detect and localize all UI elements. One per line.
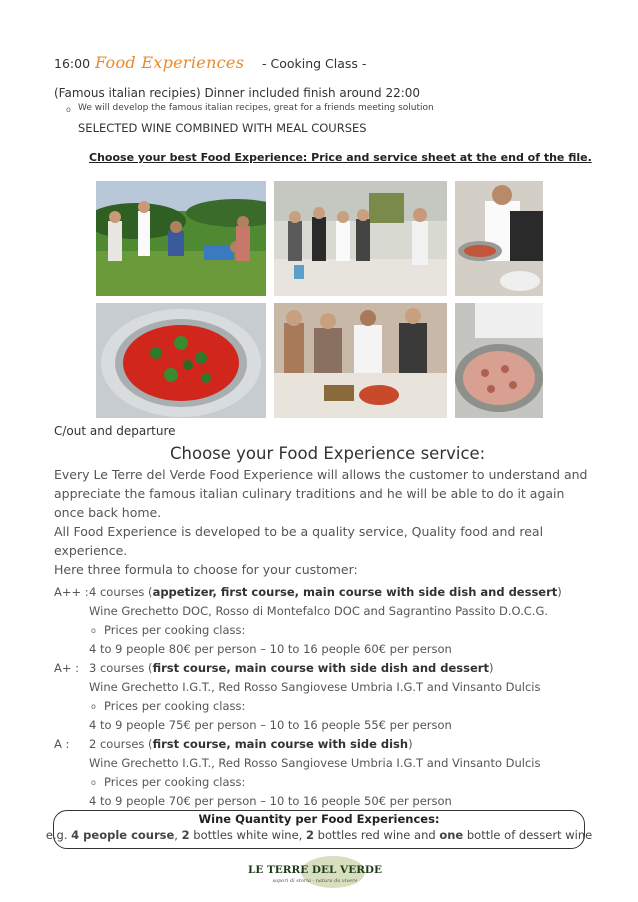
formula-prices: 4 to 9 people 80€ per person – 10 to 16 people 60€ per person bbox=[89, 642, 452, 656]
service-paragraph bbox=[54, 465, 588, 579]
formula-prices-label: Prices per cooking class: bbox=[104, 775, 246, 789]
wine-line: SELECTED WINE COMBINED WITH MEAL COURSES bbox=[78, 121, 367, 135]
formula-wine: Wine Grechetto DOC, Rosso di Montefalco DOC and Sagrantino Passito D.O.C.G. bbox=[89, 604, 549, 618]
paragraph-line: appreciate the famous italian culinary traditions and he will be able to do it again bbox=[54, 486, 565, 501]
wine-quantity-title: Wine Quantity per Food Experiences: bbox=[198, 812, 440, 826]
photo-field bbox=[96, 181, 266, 296]
bullet-o-icon: o bbox=[91, 702, 96, 711]
formula-wine: Wine Grechetto I.G.T., Red Rosso Sangiovese Umbria I.G.T and Vinsanto Dulcis bbox=[89, 756, 541, 770]
photo-guests-table bbox=[274, 303, 447, 418]
paragraph-line: experience. bbox=[54, 543, 128, 558]
brand-title: Food Experiences bbox=[95, 53, 245, 72]
header-time: 16:00 bbox=[54, 56, 91, 71]
formula-prices-label: Prices per cooking class: bbox=[104, 699, 246, 713]
logo-tagline: sapori di storia - natura da vivere bbox=[272, 878, 358, 884]
logo-name: LE TERRE DEL VERDE bbox=[247, 864, 383, 876]
photo-pancetta-pan bbox=[455, 303, 543, 418]
photo-chef bbox=[455, 181, 543, 296]
formula-courses: 3 courses (first course, main course with side dish and dessert) bbox=[89, 661, 494, 675]
formula-code: A++ : bbox=[54, 585, 89, 599]
bullet-o-icon: o bbox=[91, 778, 96, 787]
choose-link[interactable]: Choose your best Food Experience: Price and service sheet at the end of the file. bbox=[89, 151, 592, 164]
paragraph-line: Every Le Terre del Verde Food Experience will allows the customer to understand and bbox=[54, 467, 588, 482]
checkout-line: C/out and departure bbox=[54, 424, 176, 438]
service-title: Choose your Food Experience service: bbox=[170, 444, 486, 463]
bullet-o-icon: o bbox=[91, 626, 96, 635]
formula-prices-label: Prices per cooking class: bbox=[104, 623, 246, 637]
brand-logo bbox=[245, 855, 385, 889]
paragraph-line: Here three formula to choose for your customer: bbox=[54, 562, 358, 577]
formula-prices: 4 to 9 people 70€ per person – 10 to 16 people 50€ per person bbox=[89, 794, 452, 808]
formula-prices: 4 to 9 people 75€ per person – 10 to 16 people 55€ per person bbox=[89, 718, 452, 732]
formula-code: A+ : bbox=[54, 661, 80, 675]
formula-code: A : bbox=[54, 737, 70, 751]
wine-quantity-example: e.g. 4 people course, 2 bottles white wine, 2 bottles red wine and one bottle of dessert wine bbox=[45, 828, 593, 842]
formula-courses: 4 courses (appetizer, first course, main course with side dish and dessert) bbox=[89, 585, 562, 599]
photo-group bbox=[274, 181, 447, 296]
header-subtitle: - Cooking Class - bbox=[262, 56, 367, 71]
intro-line: (Famous italian recipies) Dinner included finish around 22:00 bbox=[54, 86, 421, 100]
formula-wine: Wine Grechetto I.G.T., Red Rosso Sangiovese Umbria I.G.T and Vinsanto Dulcis bbox=[89, 680, 541, 694]
intro-bullet: We will develop the famous italian recipes, great for a friends meeting solution bbox=[78, 103, 434, 113]
formula-courses: 2 courses (first course, main course with side dish) bbox=[89, 737, 413, 751]
paragraph-line: All Food Experience is developed to be a quality service, Quality food and real bbox=[54, 524, 544, 539]
bullet-o-icon: o bbox=[66, 105, 71, 114]
paragraph-line: once back home. bbox=[54, 505, 162, 520]
photo-tomato-pan bbox=[96, 303, 266, 418]
